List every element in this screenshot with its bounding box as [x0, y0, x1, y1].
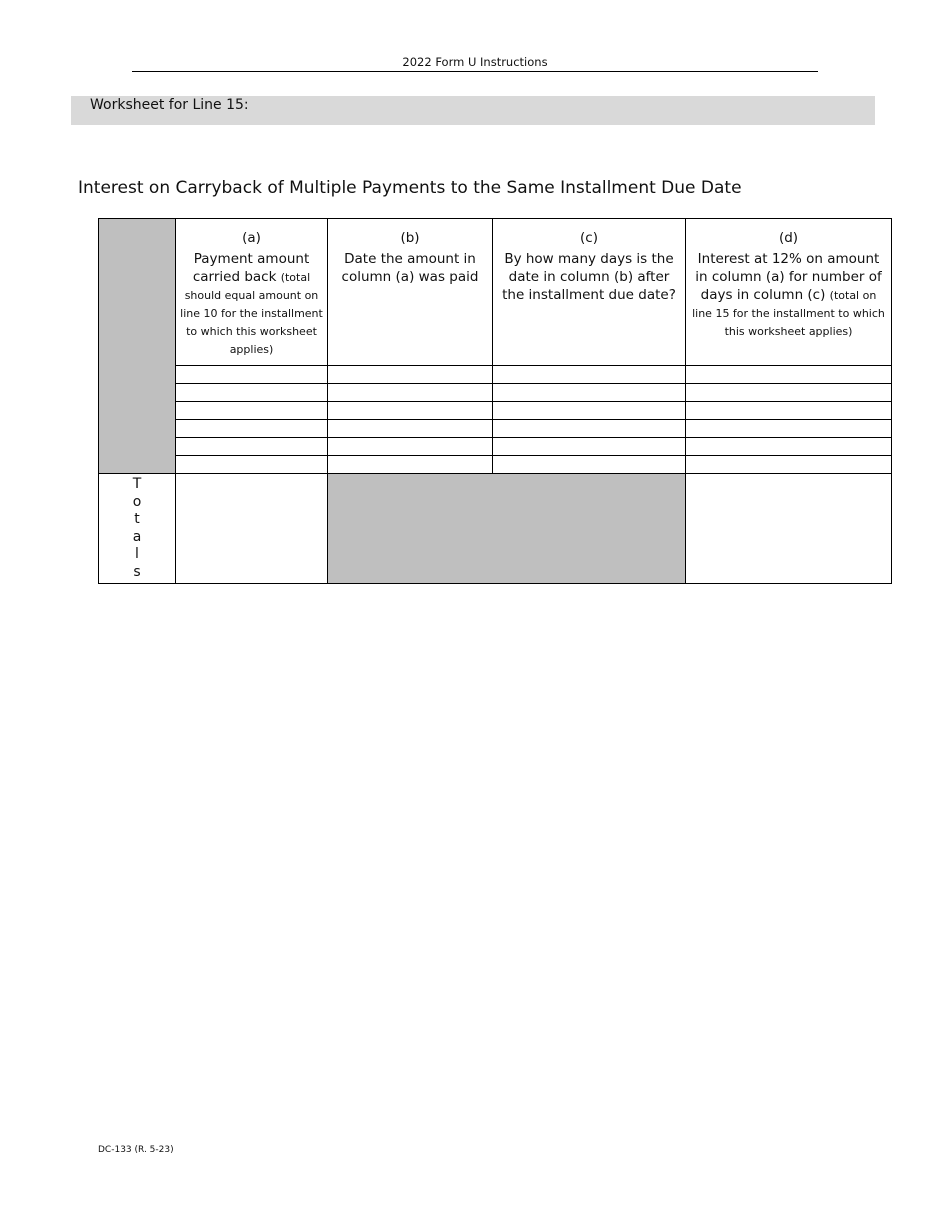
entry-cell-b[interactable] [328, 438, 493, 456]
shaded-cell [99, 219, 176, 474]
column-header-b: (b) Date the amount in column (a) was paid [328, 219, 493, 366]
column-header-d: (d) Interest at 12% on amount in column (a) for number of days in column (c) (total on line 15 for the installment to which this worksheet applies) [686, 219, 892, 366]
entry-cell-c[interactable] [493, 402, 686, 420]
entry-cell-d[interactable] [686, 402, 892, 420]
entry-cell-a[interactable] [176, 420, 328, 438]
column-header-c: (c) By how many days is the date in column (b) after the installment due date? [493, 219, 686, 366]
worksheet-title: Interest on Carryback of Multiple Payments to the Same Installment Due Date [78, 178, 742, 198]
entry-cell-c[interactable] [493, 366, 686, 384]
table-row [99, 384, 892, 402]
entry-cell-c[interactable] [493, 384, 686, 402]
entry-cell-a[interactable] [176, 456, 328, 474]
entry-cell-c[interactable] [493, 456, 686, 474]
entry-cell-b[interactable] [328, 420, 493, 438]
total-a-cell[interactable] [176, 474, 328, 584]
totals-row [99, 474, 892, 584]
entry-cell-a[interactable] [176, 366, 328, 384]
entry-cell-d[interactable] [686, 438, 892, 456]
entry-cell-a[interactable] [176, 384, 328, 402]
page-header: 2022 Form U Instructions [132, 55, 818, 72]
form-footer: DC-133 (R. 5-23) [98, 1145, 174, 1155]
entry-cell-a[interactable] [176, 402, 328, 420]
entry-cell-b[interactable] [328, 456, 493, 474]
entry-cell-b[interactable] [328, 384, 493, 402]
table-row [99, 456, 892, 474]
entry-cell-b[interactable] [328, 366, 493, 384]
worksheet-label: Worksheet for Line 15: [90, 97, 249, 113]
entry-cell-d[interactable] [686, 456, 892, 474]
entry-cell-b[interactable] [328, 402, 493, 420]
table-row [99, 366, 892, 384]
table-row [99, 420, 892, 438]
table-row [99, 438, 892, 456]
entry-cell-d[interactable] [686, 420, 892, 438]
entry-cell-d[interactable] [686, 384, 892, 402]
entry-cell-c[interactable] [493, 438, 686, 456]
worksheet-table [98, 218, 892, 584]
column-header-a: (a) Payment amount carried back (total should equal amount on line 10 for the installment to which this worksheet applies) [176, 219, 328, 366]
entry-cell-c[interactable] [493, 420, 686, 438]
total-d-cell[interactable] [686, 474, 892, 584]
entry-cell-d[interactable] [686, 366, 892, 384]
table-row [99, 402, 892, 420]
entry-cell-a[interactable] [176, 438, 328, 456]
worksheet-band [71, 96, 875, 125]
totals-label: T o t a l s [99, 474, 176, 584]
shaded-total-cell [328, 474, 686, 584]
